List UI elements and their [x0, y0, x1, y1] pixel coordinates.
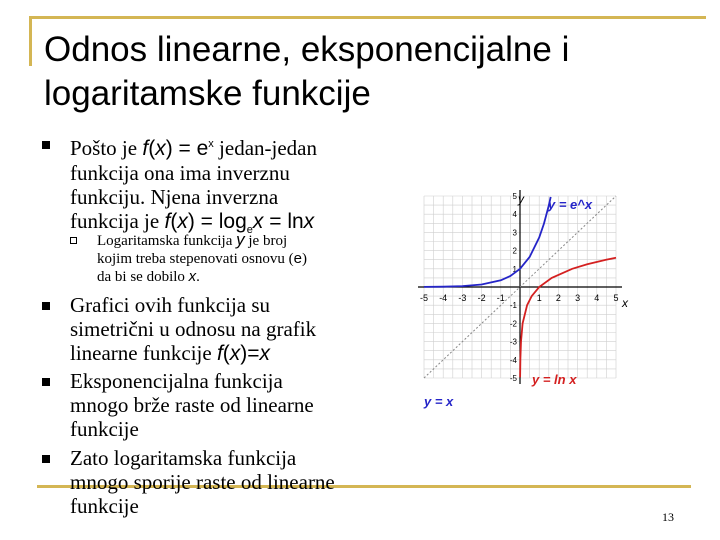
exp-curve-label: y = e^x — [548, 197, 593, 212]
bullet-marker-3 — [42, 378, 50, 386]
y-tick-label: 3 — [512, 228, 517, 238]
chart-axes — [418, 190, 622, 384]
slide-title — [44, 28, 684, 116]
chart-ticks — [420, 192, 619, 383]
x-tick-label: 4 — [594, 293, 600, 303]
bullet-1-line-1: Pošto je $f(x) = e^x$ jedan-jedan — [70, 136, 317, 160]
title-line-1: Odnos linearne, eksponencijalne i — [44, 30, 570, 69]
y-tick-label: -4 — [509, 355, 517, 365]
bullet-4 — [70, 446, 370, 518]
bullet-marker-1 — [42, 141, 50, 149]
y-axis-label: y — [518, 192, 524, 206]
bullet-marker-4 — [42, 455, 50, 463]
y-tick-label: 4 — [512, 210, 517, 220]
x-tick-label: 1 — [536, 293, 542, 303]
chart-grid — [424, 196, 619, 378]
slide-frame-top — [29, 16, 706, 19]
sub-bullet-line-1: Logaritamska funkcija y je broj — [97, 230, 288, 249]
y-tick-label: 1 — [512, 264, 517, 274]
bullet-2-line-3: linearne funkcije f(x)=x — [70, 341, 271, 365]
x-axis-label: x — [622, 296, 628, 310]
x-tick-label: -3 — [458, 293, 467, 303]
x-tick-label: -4 — [439, 293, 448, 303]
bullet-2-line-1: Grafici ovih funkcija su — [70, 293, 271, 317]
bullet-2 — [70, 293, 370, 366]
bullet-1 — [70, 132, 370, 242]
series-line-identity — [424, 196, 619, 378]
x-tick-label: 3 — [575, 293, 581, 303]
y-tick-label: -2 — [509, 319, 517, 329]
bullet-2-line-2: simetrični u odnosu na grafik — [70, 317, 317, 341]
y-tick-label: -3 — [509, 337, 517, 347]
sub-bullet-line-3: da bi se dobilo x. — [97, 268, 200, 285]
y-tick-label: 5 — [512, 192, 517, 201]
page-number: 13 — [662, 510, 674, 524]
bullet-marker-2 — [42, 302, 50, 310]
x-tick-label: -1 — [496, 293, 505, 303]
bullet-4-line-1: Zato logaritamska funkcija — [70, 446, 297, 470]
bullet-3 — [70, 369, 370, 441]
bullet-4-line-2: mnogo sporije raste od linearne — [70, 470, 335, 494]
slide-frame-left — [29, 16, 32, 66]
title-line-2: logaritamske funkcije — [44, 74, 371, 113]
y-tick-label: -1 — [509, 301, 517, 311]
bullet-3-line-1: Eksponencijalna funkcija — [70, 369, 283, 393]
sub-bullet-1 — [97, 231, 367, 286]
bullet-3-line-3: funkcije — [70, 417, 139, 441]
chart-series — [424, 196, 619, 378]
series-line-ln — [520, 258, 619, 378]
bullet-1-line-4: funkcija je $f(x) = \log_ex = \ln x$ — [70, 209, 315, 237]
x-tick-label: 2 — [555, 293, 561, 303]
sub-bullet-marker — [70, 237, 77, 244]
bullet-1-line-2: funkcija ona ima inverznu — [70, 161, 290, 185]
bullet-1-line-3: funkciju. Njena inverzna — [70, 185, 279, 209]
x-tick-label: -5 — [419, 293, 429, 303]
sub-bullet-line-2: kojim treba stepenovati osnovu (e) — [97, 250, 307, 267]
x-tick-label: -2 — [477, 293, 486, 303]
ln-curve-label: y = ln x — [532, 372, 577, 387]
series-line-exp — [424, 197, 551, 287]
identity-line-label: y = x — [424, 394, 454, 409]
bullet-4-line-3: funkcije — [70, 494, 139, 518]
y-tick-label: -5 — [509, 374, 517, 383]
y-tick-label: 2 — [512, 246, 517, 256]
x-tick-label: 5 — [613, 293, 619, 303]
bullet-3-line-2: mnogo brže raste od linearne — [70, 393, 314, 417]
